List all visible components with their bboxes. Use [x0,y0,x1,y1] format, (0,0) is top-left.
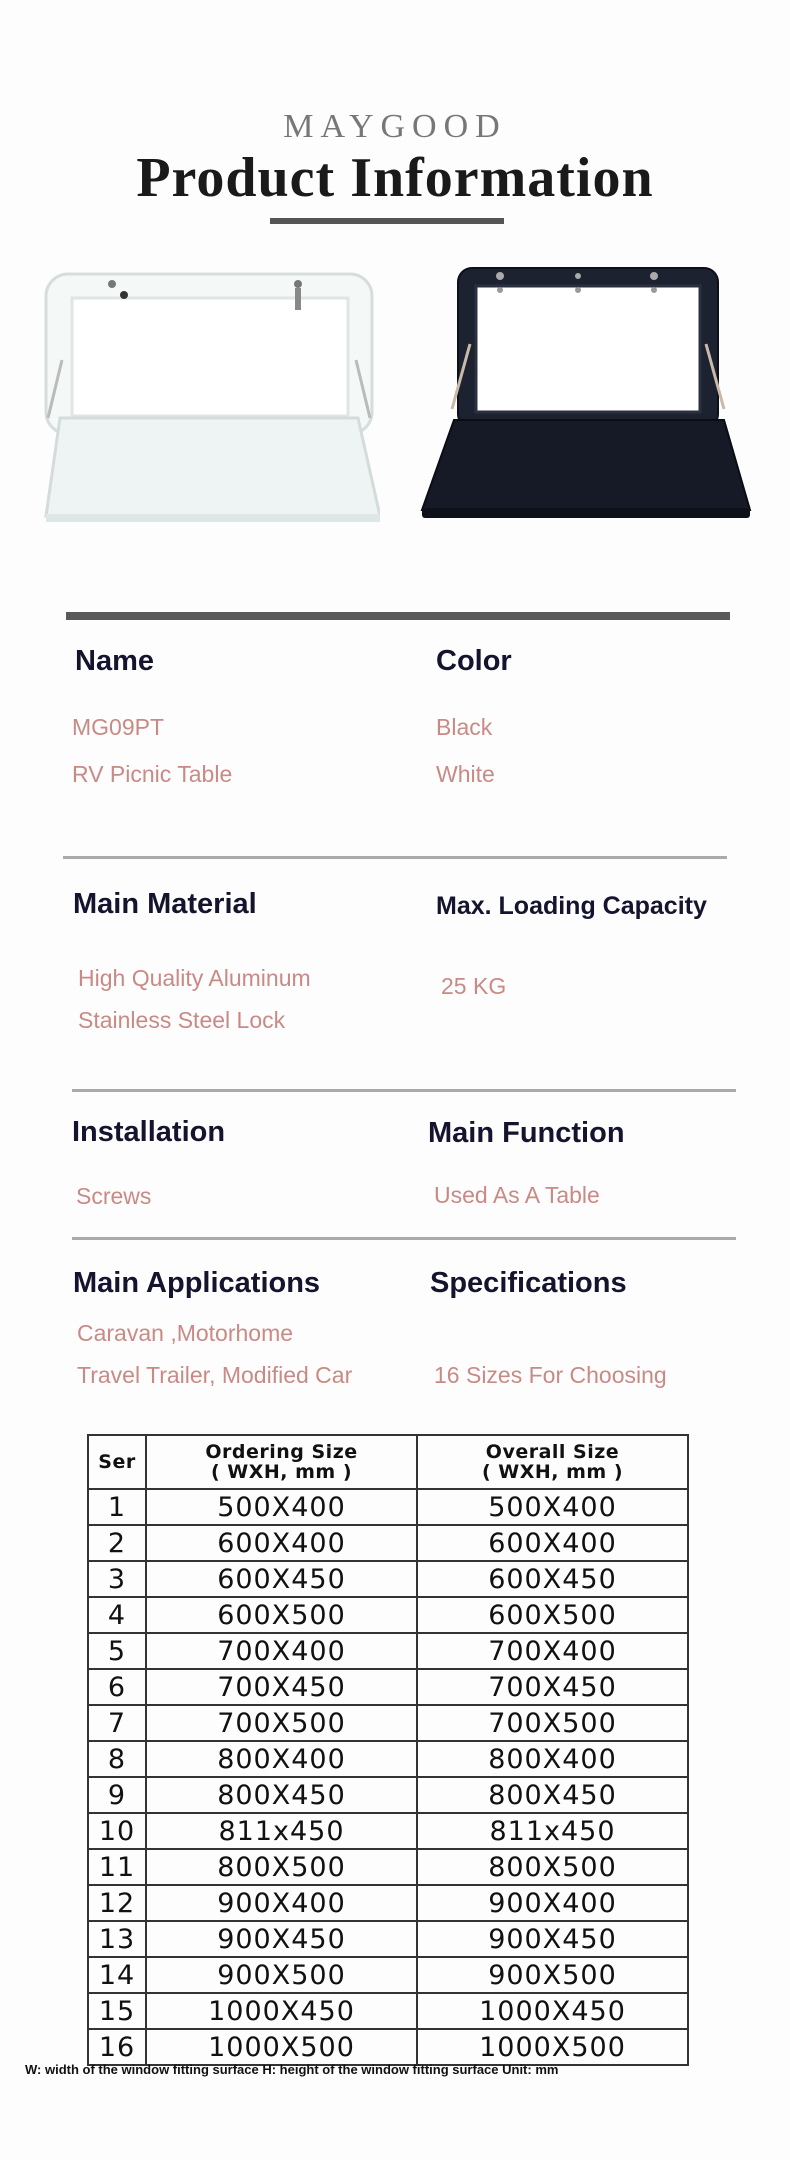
overall-size-cell: 700X400 [417,1633,688,1669]
ser-cell: 6 [88,1669,146,1705]
size-table [87,1434,689,2066]
ser-cell: 16 [88,2029,146,2065]
section-divider [72,1237,736,1240]
section-divider [72,1089,736,1092]
table-row [88,1489,688,1525]
applications-value-caravan: Caravan ,Motorhome [77,1320,294,1346]
table-row [88,1813,688,1849]
brand-name: MAYGOOD [283,108,507,145]
page-title: Product Information [136,147,654,209]
overall-size-unit: ( WXH, mm ) [481,1461,624,1483]
overall-size-cell: 1000X500 [417,2029,688,2065]
ser-cell: 12 [88,1885,146,1921]
ser-cell: 2 [88,1525,146,1561]
overall-size-cell: 600X450 [417,1561,688,1597]
color-value-white: White [436,761,495,787]
overall-size-cell: 500X400 [417,1489,688,1525]
applications-value-trailer: Travel Trailer, Modified Car [77,1362,353,1388]
capacity-value: 25 KG [441,973,507,999]
ordering-size-cell: 900X500 [146,1957,417,1993]
overall-size-cell: 1000X450 [417,1993,688,2029]
table-header-row [88,1435,688,1489]
section-divider [63,856,727,859]
ordering-size-cell: 800X500 [146,1849,417,1885]
ordering-size-cell: 900X450 [146,1921,417,1957]
ser-cell: 3 [88,1561,146,1597]
ordering-size-cell: 600X500 [146,1597,417,1633]
ser-cell: 14 [88,1957,146,1993]
ser-cell: 4 [88,1597,146,1633]
table-row [88,1777,688,1813]
section-divider-top [66,612,730,620]
ordering-size-cell: 600X400 [146,1525,417,1561]
overall-size-cell: 900X500 [417,1957,688,1993]
ordering-size-cell: 700X500 [146,1705,417,1741]
ordering-size-cell: 500X400 [146,1489,417,1525]
installation-value: Screws [76,1183,152,1209]
overall-size-cell: 900X400 [417,1885,688,1921]
ser-cell: 15 [88,1993,146,2029]
overall-size-cell: 700X500 [417,1705,688,1741]
overall-size-header [417,1435,688,1489]
color-value-black: Black [436,714,493,740]
overall-size-cell: 700X450 [417,1669,688,1705]
table-row [88,1633,688,1669]
overall-size-cell: 811x450 [417,1813,688,1849]
table-row [88,1561,688,1597]
installation-label: Installation [72,1116,226,1148]
ordering-size-cell: 811x450 [146,1813,417,1849]
ordering-size-cell: 900X400 [146,1885,417,1921]
table-row [88,1957,688,1993]
material-value-aluminum: High Quality Aluminum [78,965,311,991]
overall-size-cell: 800X500 [417,1849,688,1885]
overall-size-cell: 900X450 [417,1921,688,1957]
color-label: Color [436,645,512,677]
title-underline [270,218,504,224]
ordering-size-header [146,1435,417,1489]
ser-cell: 13 [88,1921,146,1957]
table-row [88,1921,688,1957]
applications-label: Main Applications [73,1267,321,1299]
ordering-size-cell: 700X450 [146,1669,417,1705]
ser-cell: 10 [88,1813,146,1849]
name-label: Name [75,645,154,677]
ordering-size-cell: 1000X450 [146,1993,417,2029]
ser-cell: 1 [88,1489,146,1525]
function-label: Main Function [428,1117,625,1149]
name-value-model: MG09PT [72,714,165,740]
ser-header: Ser [88,1435,146,1489]
specifications-label: Specifications [430,1267,627,1299]
overall-size-cell: 600X500 [417,1597,688,1633]
ordering-size-unit: ( WXH, mm ) [210,1461,353,1483]
table-row [88,1705,688,1741]
ordering-size-cell: 700X400 [146,1633,417,1669]
ordering-size-cell: 800X400 [146,1741,417,1777]
ser-cell: 9 [88,1777,146,1813]
ordering-size-cell: 800X450 [146,1777,417,1813]
table-row [88,1525,688,1561]
ordering-size-cell: 1000X500 [146,2029,417,2065]
table-row [88,1597,688,1633]
table-row [88,1669,688,1705]
specifications-value: 16 Sizes For Choosing [434,1362,667,1388]
overall-size-cell: 800X450 [417,1777,688,1813]
table-body [88,1489,688,2065]
table-row [88,1741,688,1777]
overall-size-cell: 600X400 [417,1525,688,1561]
overall-size-title: Overall Size [485,1441,620,1463]
name-value-product: RV Picnic Table [72,761,233,787]
white-table-photo [40,268,380,528]
black-table-photo [418,264,752,526]
material-label: Main Material [73,888,257,920]
ser-cell: 5 [88,1633,146,1669]
material-value-lock: Stainless Steel Lock [78,1007,286,1033]
ser-cell: 7 [88,1705,146,1741]
table-row [88,1849,688,1885]
table-row [88,2029,688,2065]
table-row [88,1885,688,1921]
ordering-size-title: Ordering Size [205,1441,358,1463]
capacity-label: Max. Loading Capacity [436,892,707,920]
table-row [88,1993,688,2029]
footnote: W: width of the window fitting surface H: height of the window fitting surface Unit: mm [25,2062,559,2077]
ser-cell: 8 [88,1741,146,1777]
overall-size-cell: 800X400 [417,1741,688,1777]
ser-cell: 11 [88,1849,146,1885]
ordering-size-cell: 600X450 [146,1561,417,1597]
function-value: Used As A Table [434,1182,600,1208]
